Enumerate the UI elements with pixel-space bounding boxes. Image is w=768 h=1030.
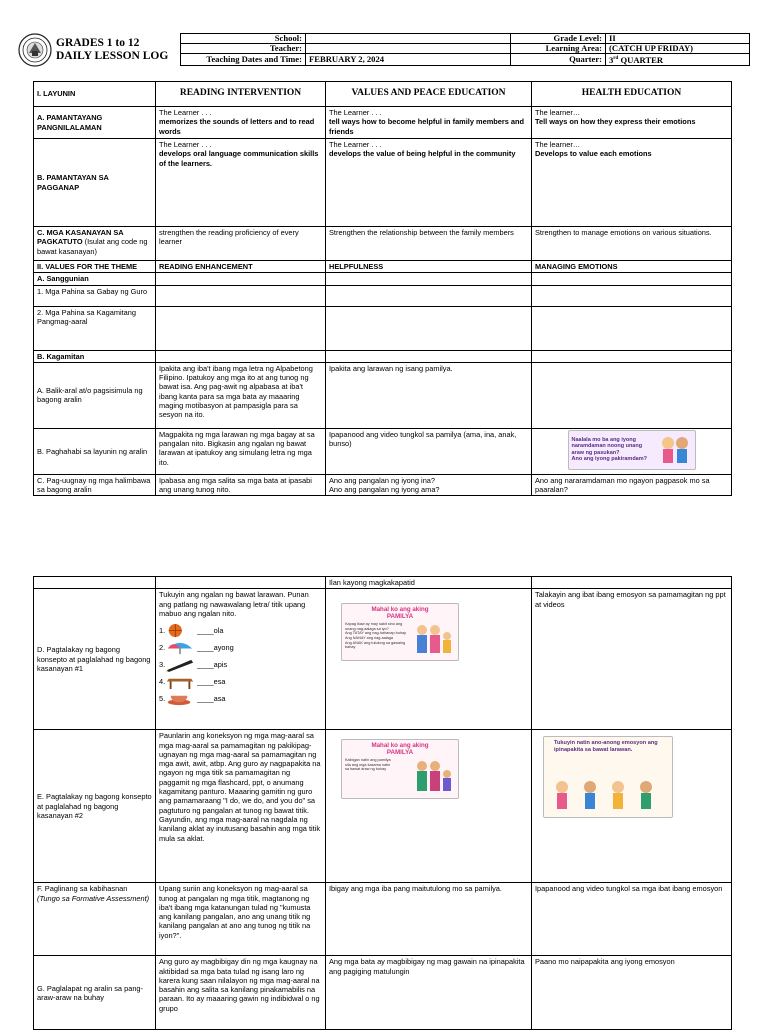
pag-uugnay-label: C. Pag-uugnay ng mga halimbawa sa bagong aralin bbox=[34, 474, 156, 496]
kids-emotion-icon bbox=[658, 434, 692, 466]
pencil-icon bbox=[165, 657, 195, 672]
empty-cell bbox=[326, 285, 532, 306]
empty-cell bbox=[156, 350, 326, 362]
empty-cell bbox=[34, 577, 156, 589]
siblings-question: Ilan kayong magkakapatid bbox=[326, 577, 532, 589]
reading-intervention-header: READING INTERVENTION bbox=[156, 82, 326, 107]
dates-label: Teaching Dates and Time: bbox=[181, 54, 306, 66]
values-peace-header: VALUES AND PEACE EDUCATION bbox=[326, 82, 532, 107]
kids-emotions-icon bbox=[550, 777, 666, 813]
balik-aral-reading: Ipakita ang iba't ibang mga letra ng Alpabetong Filipino. Ipatukoy ang mga ito at ang tunog ng bawat isa. Ang pag-awit ng alpabasa at iba't ibang kanta para sa mga bata ay maaaring maging motibasyon at pampasigla para sa sesyon na ito. bbox=[156, 362, 326, 428]
learning-area-value: (CATCH UP FRIDAY) bbox=[606, 44, 750, 54]
paglinang-health: Ipapanood ang video tungkol sa mga ibat ibang emosyon bbox=[532, 883, 732, 956]
empty-cell bbox=[532, 577, 732, 589]
teacher-label: Teacher: bbox=[181, 44, 306, 54]
empty-cell bbox=[532, 273, 732, 285]
fill-item: 3. ____ apis bbox=[159, 656, 322, 673]
deped-seal-icon bbox=[18, 33, 52, 67]
cup-icon bbox=[165, 691, 195, 706]
kasanayan-label: C. MGA KASANAYAN SA PAGKATUTO (Isulat ang code ng bawat kasanayan) bbox=[34, 227, 156, 261]
empty-cell bbox=[156, 285, 326, 306]
competency-health: Strengthen to manage emotions on various situations. bbox=[532, 227, 732, 261]
fill-item: 5. ____ asa bbox=[159, 690, 322, 707]
table-icon bbox=[165, 674, 195, 689]
pagtalakay-1-health: Talakayin ang ibat ibang emosyon sa pamamagitan ng ppt at videos bbox=[532, 589, 732, 730]
theme-health: MANAGING EMOTIONS bbox=[532, 261, 732, 273]
emotions-slide-image: Tukuyin natin ano-anong emosyon ang ipinapakita sa bawat larawan. bbox=[543, 736, 673, 818]
theme-values: HELPFULNESS bbox=[326, 261, 532, 273]
school-value bbox=[306, 34, 511, 44]
performance-standard-health: The learner… Develops to value each emotions bbox=[532, 139, 732, 227]
fill-item: 1. ____ ola bbox=[159, 622, 322, 639]
pag-uugnay-reading: Ipabasa ang mga salita sa mga bata at ipasabi ang unang tunog nito. bbox=[156, 474, 326, 496]
family-slide-image: Mahal ko ang aking PAMILYA Kapag ikaw ay may sakit sino ang unang nag-aalaga sa iyo? Ang TATAY ang nag-hahanap buhay Ang NANAY ang nag-aalaga Ang ANAK ang tutulong sa gawaing bahay bbox=[341, 603, 459, 661]
quarter-value: 3rd QUARTER bbox=[606, 54, 750, 66]
empty-cell bbox=[532, 350, 732, 362]
paghahabi-values: Ipapanood ang video tungkol sa pamilya (ama, ina, anak, bunso) bbox=[326, 428, 532, 474]
paglinang-reading: Upang suriin ang koneksyon ng mag-aaral sa tunog at pangalan ng mga titik, magtanong ng iba't ibang mga katanungan tulad ng "kumusta ang kanilang pangalan, ano ang unang titik ng kanilang pangalan at ano ang tunog ng titik na iyon?". bbox=[156, 883, 326, 956]
performance-standard-reading: The Learner . . . develops oral language communication skills of the learners. bbox=[156, 139, 326, 227]
empty-cell bbox=[532, 362, 732, 428]
teacher-value bbox=[306, 44, 511, 54]
health-education-header: HEALTH EDUCATION bbox=[532, 82, 732, 107]
pamantayang-pangnilalaman-label: A. PAMANTAYANG PANGNILALAMAN bbox=[34, 107, 156, 139]
empty-cell bbox=[156, 306, 326, 350]
pagtalakay-2-label: E. Pagtalakay ng bagong konsepto at paglalahad ng bagong kasanayan #2 bbox=[34, 730, 156, 883]
fill-item: 4. ____ esa bbox=[159, 673, 322, 690]
balik-aral-label: A. Balik-aral at/o pagsisimula ng bagong aralin bbox=[34, 362, 156, 428]
empty-cell bbox=[532, 306, 732, 350]
school-label: School: bbox=[181, 34, 306, 44]
pag-uugnay-health: Ano ang nararamdaman mo ngayon pagpasok mo sa paaralan? bbox=[532, 474, 732, 496]
paghahabi-health bbox=[532, 428, 732, 474]
grade-label: Grade Level: bbox=[511, 34, 606, 44]
layunin-header: I. LAYUNIN bbox=[34, 82, 156, 107]
ball-icon bbox=[165, 623, 195, 638]
performance-standard-values: The Learner . . . develops the value of being helpful in the community bbox=[326, 139, 532, 227]
kagamitan-label: B. Kagamitan bbox=[34, 350, 156, 362]
empty-cell bbox=[326, 350, 532, 362]
learning-area-label: Learning Area: bbox=[511, 44, 606, 54]
paglalapat-label: G. Paglalapat ng aralin sa pang-araw-araw na buhay bbox=[34, 956, 156, 1030]
dates-value: FEBRUARY 2, 2024 bbox=[306, 54, 511, 66]
family-illustration-icon bbox=[413, 758, 455, 794]
theme-reading: READING ENHANCEMENT bbox=[156, 261, 326, 273]
pagtalakay-1-label: D. Pagtalakay ng bagong konsepto at paglalahad ng bagong kasanayan #1 bbox=[34, 589, 156, 730]
empty-cell bbox=[532, 285, 732, 306]
content-standard-values: The Learner . . . tell ways how to become helpful in family members and friends bbox=[326, 107, 532, 139]
values-theme-label: II. VALUES FOR THE THEME bbox=[34, 261, 156, 273]
paglinang-values: Ibigay ang mga iba pang maitutulong mo sa pamilya. bbox=[326, 883, 532, 956]
logo-text: GRADES 1 to 12 DAILY LESSON LOG bbox=[56, 37, 169, 62]
header-info-table bbox=[180, 33, 750, 66]
balik-aral-values: Ipakita ang larawan ng isang pamilya. bbox=[326, 362, 532, 428]
quarter-label: Quarter: bbox=[511, 54, 606, 66]
empty-cell bbox=[156, 273, 326, 285]
competency-reading: strengthen the reading proficiency of every learner bbox=[156, 227, 326, 261]
emotion-slide-image: Naalala mo ba ang iyong naramdaman noong unang araw ng pasukan? Ano ang iyong pakiramdam? bbox=[568, 430, 696, 470]
pagtalakay-1-reading: Tukuyin ang ngalan ng bawat larawan. Punan ang patlang ng nawawalang letra/ titik upang mabuo ang ngalan nito. 1. ____ ola 2. ____ ayong 3. ____ apis 4. ____ esa 5. ____ asa bbox=[156, 589, 326, 730]
gabay-guro-label: 1. Mga Pahina sa Gabay ng Guro bbox=[34, 285, 156, 306]
pag-uugnay-values: Ano ang pangalan ng iyong ina? Ano ang pangalan ng iyong ama? bbox=[326, 474, 532, 496]
paghahabi-label: B. Paghahabi sa layunin ng aralin bbox=[34, 428, 156, 474]
content-standard-reading: The Learner . . . memorizes the sounds of letters and to read words bbox=[156, 107, 326, 139]
empty-cell bbox=[326, 306, 532, 350]
paglalapat-reading: Ang guro ay magbibigay din ng mga kaugnay na aktibidad sa mga bata tulad ng isang laro ng karera kung saan nilalayon ng mga mag-aaral na basahin ang salita sa kanilang pinakamabilis na paraan. Ito ay maaaring gawin ng indibidwal o ng grupo bbox=[156, 956, 326, 1030]
paglalapat-health: Paano mo naipapakita ang iyong emosyon bbox=[532, 956, 732, 1030]
pamantayan-sa-pagganap-label: B. PAMANTAYAN SA PAGGANAP bbox=[34, 139, 156, 227]
family-slide-image-2: Mahal ko ang aking PAMILYA Kaibigan natin ang pamilya sila ang mga kasama natin sa bawat araw ng buhay bbox=[341, 739, 459, 799]
lesson-table-page2 bbox=[33, 576, 732, 1030]
pagtalakay-2-reading: Paunlarin ang koneksyon ng mga mag-aaral sa mga mag-aaral sa pamamagitan ng pakikipag-ugnayan ng mga mag-aaral sa pamamagitan ng mga awit, awit, atbp. Ang guro ay nagpapakita na ngayon ng mga titik sa pamamagitan ng paggamit ng mga flashcard, ppt, o anumang kagamitang panturo. Maaaring gamitin ng guro ang pamamaraang "I do, we do, and you do" sa pagtuturo ng pangalan at tunog ng bawat titik. Gayundin, ang mga mag-aaral na nagdala ng kanilang aklat ay inutusang basahin ang mga titik mula sa aklat. bbox=[156, 730, 326, 883]
sanggunian-label: A. Sanggunian bbox=[34, 273, 156, 285]
fill-item: 2. ____ ayong bbox=[159, 639, 322, 656]
umbrella-icon bbox=[165, 640, 195, 655]
pagtalakay-1-values bbox=[326, 589, 532, 730]
empty-cell bbox=[156, 577, 326, 589]
paglalapat-values: Ang mga bata ay magbibigay ng mag gawain na ipinapakita ang pagiging matulungin bbox=[326, 956, 532, 1030]
pagtalakay-2-values bbox=[326, 730, 532, 883]
content-standard-health: The learner… Tell ways on how they express their emotions bbox=[532, 107, 732, 139]
grade-value: II bbox=[606, 34, 750, 44]
empty-cell bbox=[326, 273, 532, 285]
paghahabi-reading: Magpakita ng mga larawan ng mga bagay at sa pangalan nito. Bigkasin ang ngalan ng bawat larawan at ipatukoy ang simulang letra ng mga ito. bbox=[156, 428, 326, 474]
paglinang-label: F. Paglinang sa kabihasnan (Tungo sa Formative Assessment) bbox=[34, 883, 156, 956]
kagamitang-pangmag-aaral-label: 2. Mga Pahina sa Kagamitang Pangmag-aaral bbox=[34, 306, 156, 350]
fill-in-list bbox=[159, 622, 322, 707]
lesson-table-page1 bbox=[33, 81, 732, 496]
family-illustration-icon bbox=[413, 622, 455, 656]
pagtalakay-2-health bbox=[532, 730, 732, 883]
competency-values: Strengthen the relationship between the family members bbox=[326, 227, 532, 261]
